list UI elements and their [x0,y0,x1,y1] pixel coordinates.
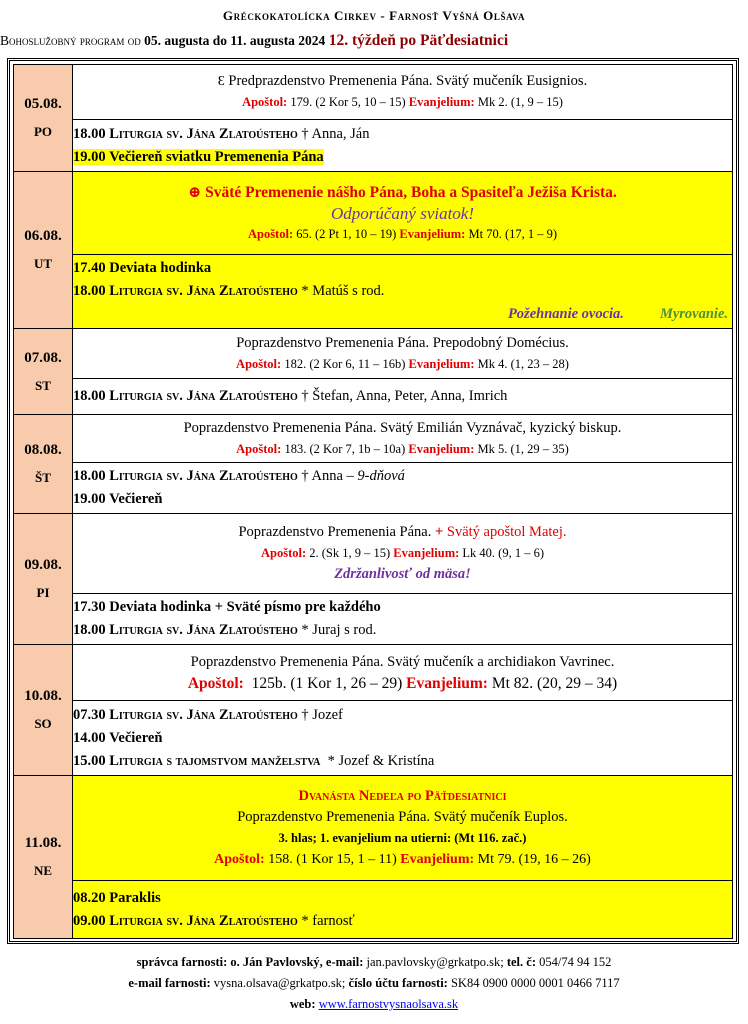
service-item: 08.20 Paraklis [73,889,161,906]
page-subtitle [0,32,748,50]
commemoration: Poprazdenstvo Premenenia Pána. [238,524,432,540]
day-of-week: SO [34,716,52,731]
recommended-feast-note: Odporúčaný sviatok! [330,203,475,223]
day-row-3-header [14,415,733,463]
day-row-5-header [14,645,733,701]
day-of-week: ŠT [35,470,51,485]
day-row-2-header [14,329,733,379]
day-row-4-services [14,594,733,645]
footer-line-1: správca farnosti: o. Ján Pavlovský, e-mail: jan.pavlovsky@grkatpo.sk; tel. č: 054/74 94 152 [136,955,612,969]
date-cell-2 [14,329,73,415]
service-item: 18.00 Liturgia sv. Jána Zlatoústeho † Anna, Ján [73,125,370,142]
page-title: Gréckokatolícka Cirkev - Farnosť Vyšná Olšava [222,8,526,23]
date: 08.08. [24,442,62,458]
service-item: 18.00 Liturgia sv. Jána Zlatoústeho * Juraj s rod. [73,622,377,638]
day-of-week: ST [35,377,51,393]
blessing-note: Požehnanie ovocia. [507,306,624,322]
book-icon: Ɛ [217,74,225,89]
service-item: 17.30 Deviata hodinka + Sväté písmo pre každého [73,599,381,615]
website-link[interactable]: www.farnostvysnaolsava.sk [318,997,459,1011]
date: 07.08. [24,349,62,366]
day-of-week: PO [33,124,53,139]
day-row-4-header [14,514,733,594]
date: 05.08. [24,96,62,112]
commemoration-cell [73,514,733,594]
schedule-table [13,64,733,939]
feast-title: Sväté Premenenie nášho Pána, Boha a Spasiteľa Ježiša Krista. [205,183,617,201]
day-of-week: PI [36,585,50,600]
service-item: 07.30 Liturgia sv. Jána Zlatoústeho † Jozef [73,706,343,723]
date-cell-6 [14,776,73,939]
cross-icon: ⊕ [188,183,202,201]
readings: Apoštol: 182. (2 Kor 6, 11 – 16b) Evanjelium: Mk 4. (1, 23 – 28) [236,356,569,371]
commemoration-cell [73,415,733,463]
commemoration: Poprazdenstvo Premenenia Pána. Prepodobný Domécius. [236,334,569,351]
service-item: 19.00 Večiereň [73,491,163,507]
abstinence-note: Zdržanlivosť od mäsa! [334,566,471,582]
extras [73,303,732,326]
services-cell [73,379,733,415]
service-item: 18.00 Liturgia sv. Jána Zlatoústeho † Anna – 9-dňová [73,468,405,484]
readings: Apoštol: 183. (2 Kor 7, 1b – 10a) Evanjelium: Mk 5. (1, 29 – 35) [236,441,569,456]
date-cell-1 [14,172,73,329]
day-row-5-services [14,701,733,776]
date-cell-5 [14,645,73,776]
date: 10.08. [24,688,62,704]
service-item: 14.00 Večiereň [73,729,163,746]
services-cell [73,255,733,329]
date: 09.08. [24,557,62,573]
footer-line-2: e-mail farnosti: vysna.olsava@grkatpo.sk; číslo účtu farnosti: SK84 0900 0000 0001 0466 7117 [128,976,620,990]
day-row-6-header [14,776,733,881]
commemoration: Predprazdenstvo Premenenia Pána. Svätý mučeník Eusignios. [228,73,588,89]
service-item: 19.00 Večiereň sviatku Premenenia Pána [73,148,324,165]
readings: Apoštol: 158. (1 Kor 15, 1 – 11) Evanjelium: Mt 79. (19, 16 – 26) [214,852,591,867]
subtitle-prefix: Bohoslužobný program od [0,33,145,48]
day-row-2-services [14,379,733,415]
day-row-0-services [14,120,733,172]
service-item: 15.00 Liturgia s tajomstvom manželstva * Jozef & Kristína [73,752,435,769]
commemoration: Poprazdenstvo Premenenia Pána. Svätý Emilián Vyznávač, kyzický biskup. [183,419,622,436]
commemoration-cell [73,645,733,701]
service-item: 18.00 Liturgia sv. Jána Zlatoústeho † Štefan, Anna, Peter, Anna, Imrich [73,388,508,404]
day-row-0-header [14,65,733,120]
readings: Apoštol: 2. (Sk 1, 9 – 15) Evanjelium: Lk 40. (9, 1 – 6) [260,546,544,560]
services-cell [73,463,733,514]
day-row-6-services [14,881,733,939]
tone-note: 3. hlas; 1. evanjelium na utierni: (Mt 116. zač.) [278,831,527,845]
footer-line-3: web: www.farnostvysnaolsava.sk [289,997,459,1011]
subtitle-week: 12. týždeň po Päťdesiatnici [328,32,509,49]
service-item: 18.00 Liturgia sv. Jána Zlatoústeho * Matúš s rod. [73,283,385,299]
day-row-3-services [14,463,733,514]
cross-icon: + [435,524,444,540]
service-item: 17.40 Deviata hodinka [73,260,212,276]
myrovanie-note: Myrovanie. [659,306,728,322]
readings: Apoštol: 179. (2 Kor 5, 10 – 15) Evanjelium: Mk 2. (1, 9 – 15) [242,95,563,109]
date-cell-3 [14,415,73,514]
day-of-week: NE [33,863,53,878]
readings: Apoštol: 125b. (1 Kor 1, 26 – 29) Evanjelium: Mt 82. (20, 29 – 34) [187,674,618,692]
day-row-1-services [14,255,733,329]
sunday-cell [73,776,733,881]
commemoration-cell [73,329,733,379]
services-cell [73,594,733,645]
date: 06.08. [24,228,62,244]
date-cell-4 [14,514,73,645]
date: 11.08. [24,835,62,851]
commemoration: Poprazdenstvo Premenenia Pána. Svätý mučeník Euplos. [237,809,568,825]
footer [0,952,748,1015]
commemoration-cell [73,65,733,120]
readings: Apoštol: 65. (2 Pt 1, 10 – 19) Evanjelium: Mt 70. (17, 1 – 9) [247,226,558,241]
services-cell [73,881,733,939]
services-cell [73,120,733,172]
saint: Svätý apoštol Matej. [446,524,567,540]
schedule-frame [7,58,739,944]
subtitle-range: 05. augusta do 11. augusta 2024 [144,33,326,48]
commemoration: Poprazdenstvo Premenenia Pána. Svätý mučeník a archidiakon Vavrinec. [190,653,615,670]
day-row-1-header [14,172,733,255]
feast-cell [73,172,733,255]
sunday-title: Dvanásta Nedeľa po Päťdesiatnici [298,788,507,804]
services-cell [73,701,733,776]
day-of-week: UT [33,256,53,271]
date-cell-0 [14,65,73,172]
service-item: 09.00 Liturgia sv. Jána Zlatoústeho * farnosť [73,912,355,929]
